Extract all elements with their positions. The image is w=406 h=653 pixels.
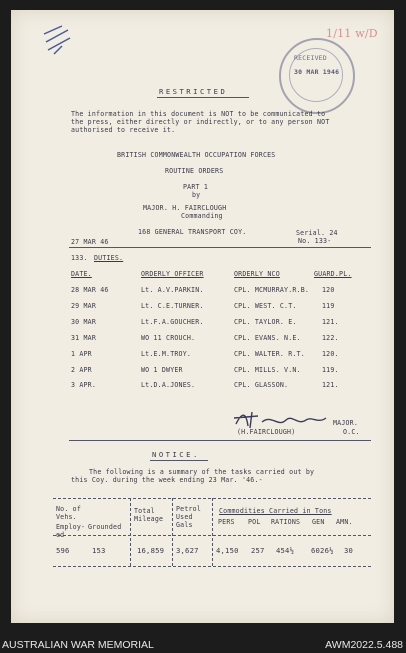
td-mileage: 16,859 [137,546,165,555]
notice-heading: NOTICE. [152,450,200,459]
col-date: DATE. [71,270,92,278]
th-employed: Employ-ed [56,523,86,539]
duty-officer: WO 1 DWYER [141,366,183,374]
th-rations: RATIONS [271,518,301,526]
th-amn: AMN. [336,518,353,526]
restricted-underline [157,97,249,98]
signature-rank: MAJOR. [333,419,359,427]
signature-divider [69,440,371,441]
duty-nco: CPL. TAYLOR. E. [234,318,297,326]
corner-mark: 1/11 w/D [326,27,378,40]
serial-label: Serial. 24 [296,229,338,237]
th-petrol: Petrol Used Gals [176,505,202,529]
td-pol: 257 [251,546,265,555]
duty-officer: Lt. C.E.TURNER. [141,302,204,310]
notice-text-2: this Coy. during the week ending 23 Mar. '46.- [71,476,263,484]
duty-nco: CPL. MILLS. V.N. [234,366,301,374]
notice-line-2: the press, either directly or indirectly, or to any person NOT [71,118,330,126]
th-pol: POL [248,518,261,526]
stamp-date: 30 MAR 1946 [294,68,340,76]
archive-footer [0,636,406,653]
duty-guard: 119 [322,302,335,310]
stamp-received: RECEIVED [294,54,327,62]
duty-guard: 121. [322,381,339,389]
signature-name: (H.FAIRCLOUGH) [237,428,296,436]
td-amn: 30 [344,546,354,555]
th-mileage: Total Mileage [134,507,164,523]
duty-date: 29 MAR [71,302,97,310]
th-grounded: Grounded [88,523,122,531]
th-vehs: No. of Vehs. [56,505,82,521]
duty-nco: CPL. WEST. C.T. [234,302,297,310]
duty-nco: CPL. GLASSON. [234,381,289,389]
duty-date: 28 MAR 46 [71,286,109,294]
restricted-label: RESTRICTED [159,87,228,96]
header-divider [69,247,371,248]
col-orderly-officer: ORDERLY OFFICER [141,270,204,278]
unit-name: 168 GENERAL TRANSPORT COY. [138,228,247,236]
duty-date: 30 MAR [71,318,97,326]
duty-officer: Lt. A.V.PARKIN. [141,286,204,294]
duty-guard: 120. [322,350,339,358]
duty-officer: WO 11 CROUCH. [141,334,196,342]
duty-guard: 121. [322,318,339,326]
duty-nco: CPL. WALTER. R.T. [234,350,305,358]
duties-number: 133. [71,254,88,262]
org-name: BRITISH COMMONWEALTH OCCUPATION FORCES [117,151,276,159]
duty-date: 2 APR [71,366,92,374]
ink-scribble [40,20,80,60]
table-col-divider [212,498,213,566]
table-col-divider [130,498,131,566]
order-number: No. 133- [298,237,332,245]
notice-underline [150,460,208,461]
duty-officer: Lt.D.A.JONES. [141,381,196,389]
table-col-divider [172,498,173,566]
th-pers: PERS [218,518,235,526]
th-commodities: Commodities Carried in Tons [219,507,332,515]
th-gen: GEN [312,518,325,526]
notice-line-3: authorised to receive it. [71,126,176,134]
duty-guard: 120 [322,286,335,294]
td-pers: 4,150 [216,546,239,555]
duty-guard: 119. [322,366,339,374]
duties-heading: DUTIES. [94,254,124,262]
footer-accession: AWM2022.5.488 [325,639,403,651]
received-stamp [279,38,355,114]
duty-nco: CPL. MCMURRAY.R.B. [234,286,310,294]
td-grounded: 153 [92,546,106,555]
col-orderly-nco: ORDERLY NCO [234,270,280,278]
table-bottom-rule [53,566,371,567]
commanding-label: Commanding [181,212,223,220]
duty-nco: CPL. EVANS. N.E. [234,334,301,342]
duty-date: 31 MAR [71,334,97,342]
td-petrol: 3,627 [176,546,199,555]
duty-date: 3 APR. [71,381,97,389]
officer-name: MAJOR. H. FAIRCLOUGH [143,204,227,212]
td-rations: 454½ [276,546,295,555]
order-date: 27 MAR 46 [71,238,109,246]
duty-guard: 122. [322,334,339,342]
by-label: by [192,191,201,199]
footer-institution: AUSTRALIAN WAR MEMORIAL [2,639,154,651]
part-label: PART 1 [183,183,209,191]
col-guard-pl: GUARD.PL. [314,270,352,278]
document-title: ROUTINE ORDERS [165,167,224,175]
duty-officer: Lt.E.M.TROY. [141,350,192,358]
signature-role: O.C. [343,428,360,436]
td-employed: 596 [56,546,70,555]
duty-date: 1 APR [71,350,92,358]
td-gen: 6026½ [311,546,334,555]
notice-line-1: The information in this document is NOT to be communicated to [71,110,326,118]
notice-text-1: The following is a summary of the tasks carried out by [89,468,315,476]
duty-officer: Lt.F.A.GOUCHER. [141,318,204,326]
